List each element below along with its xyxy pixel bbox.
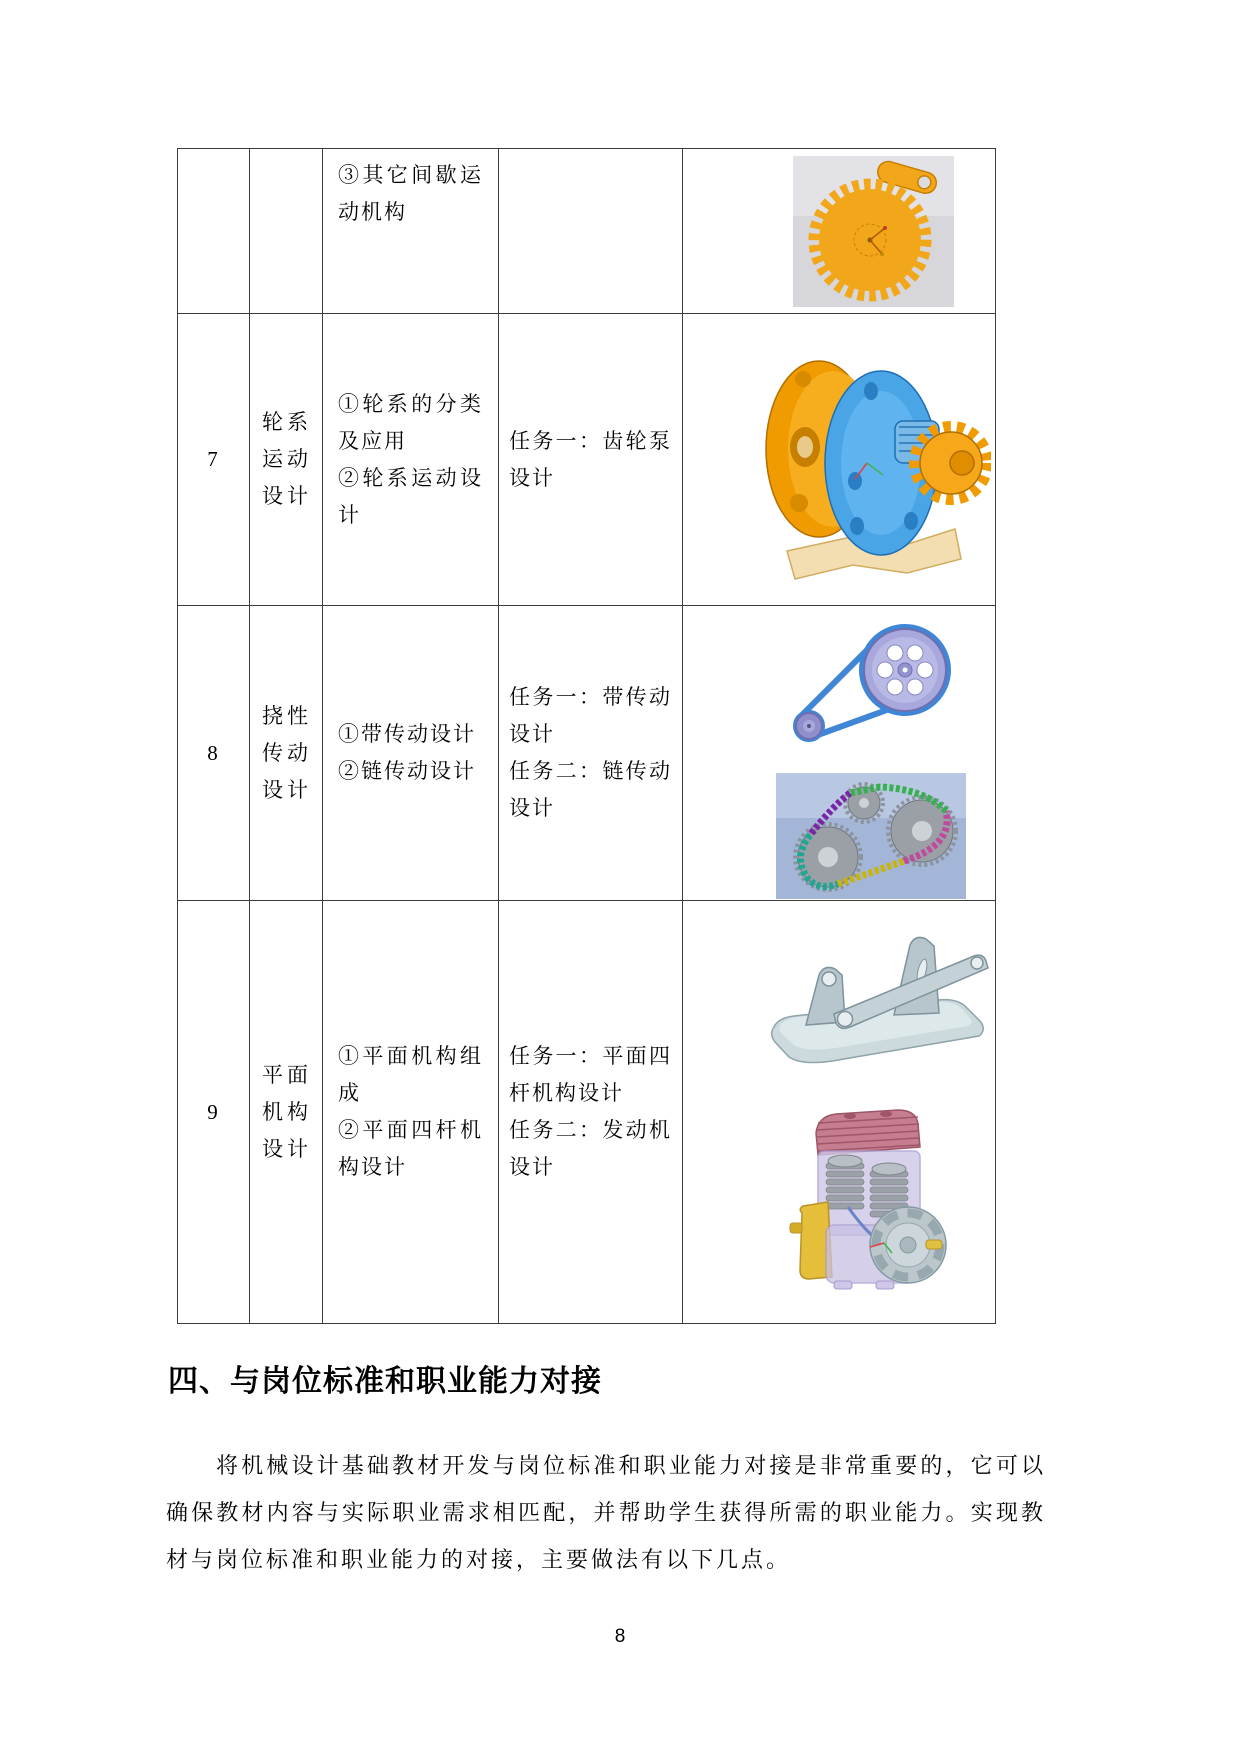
- task-cell: [499, 149, 683, 314]
- content-cell: [323, 606, 499, 901]
- image-cell: [683, 901, 996, 1324]
- task-item: 任务二：链传动设计: [509, 759, 672, 820]
- unit-title-cell: 挠性传动设计: [250, 606, 323, 901]
- page-number: 8: [614, 1626, 626, 1647]
- four-bar-linkage-image: [746, 929, 991, 1074]
- content-item: ①平面机构组成: [338, 1044, 483, 1105]
- content-item: ①带传动设计: [338, 722, 476, 746]
- task-item: 任务一：齿轮泵设计: [509, 428, 672, 490]
- body-paragraph: 将机械设计基础教材开发与岗位标准和职业能力对接是非常重要的，它可以确保教材内容与实际职业需求相匹配，并帮助学生获得所需的职业能力。实现教材与岗位标准和职业能力的对接，主要做法有以下几点。: [166, 1453, 1046, 1572]
- row-number-cell: 8: [178, 606, 250, 901]
- unit-title-cell: 平面机构设计: [250, 901, 323, 1324]
- unit-title-cell: 轮系运动设计: [250, 314, 323, 606]
- course-content-table: [177, 148, 996, 1324]
- row-number-cell: 9: [178, 901, 250, 1324]
- table-row: [178, 901, 996, 1324]
- content-item: ③其它间歇运动机构: [338, 163, 483, 224]
- content-cell: [323, 901, 499, 1324]
- row-number-cell: [178, 149, 250, 314]
- chain-drive-image: [776, 773, 966, 899]
- table-row: [178, 314, 996, 606]
- content-item: ②轮系运动设计: [338, 465, 483, 527]
- task-item: 任务一：平面四杆机构设计: [509, 1044, 672, 1105]
- image-cell: [683, 606, 996, 901]
- gear-pump-image: [759, 321, 991, 599]
- task-item: 任务二：发动机设计: [509, 1118, 672, 1179]
- content-cell: [323, 314, 499, 606]
- task-cell: [499, 314, 683, 606]
- engine-image: [788, 1107, 951, 1299]
- table-row: [178, 149, 996, 314]
- content-cell: [323, 149, 499, 314]
- task-cell: [499, 901, 683, 1324]
- content-item: ②链传动设计: [338, 759, 476, 783]
- row-number-cell: 7: [178, 314, 250, 606]
- image-cell: [683, 314, 996, 606]
- belt-drive-image: [787, 624, 955, 756]
- task-cell: [499, 606, 683, 901]
- ratchet-wheel-image: [793, 156, 954, 307]
- unit-title-cell: [250, 149, 323, 314]
- task-item: 任务一：带传动设计: [509, 685, 672, 746]
- image-cell: [683, 149, 996, 314]
- content-item: ②平面四杆机构设计: [338, 1118, 483, 1179]
- table-row: [178, 606, 996, 901]
- section-heading: 四、与岗位标准和职业能力对接: [168, 1365, 602, 1398]
- content-item: ①轮系的分类及应用: [338, 391, 483, 453]
